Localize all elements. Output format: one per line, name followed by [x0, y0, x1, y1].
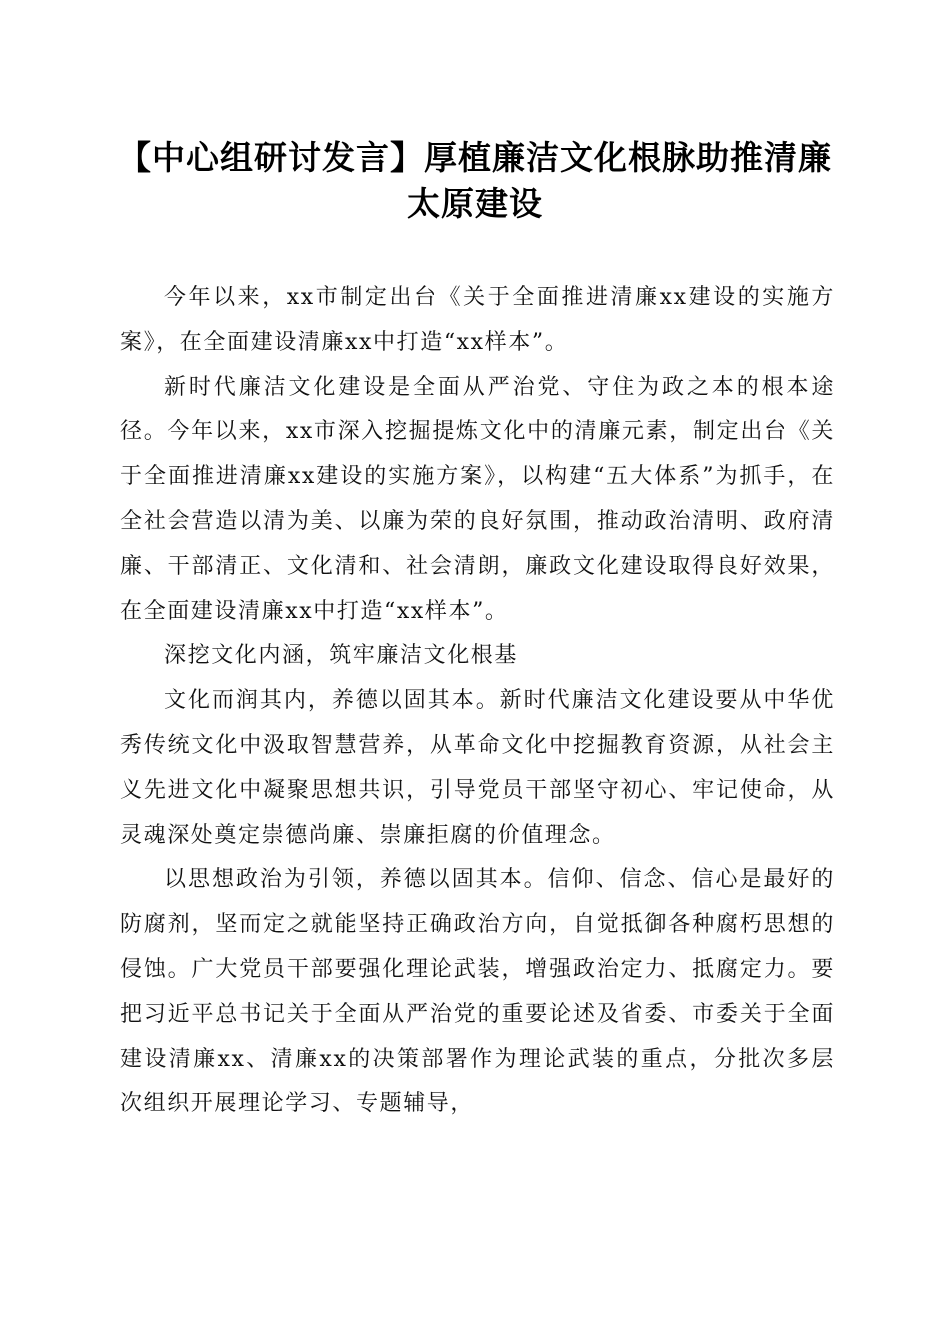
paragraph-ideology: 以思想政治为引领，养德以固其本。信仰、信念、信心是最好的防腐剂，坚而定之就能坚持正确政治方向，自觉抵御各种腐朽思想的侵蚀。广大党员干部要强化理论武装，增强政治定力、抵腐定力。要把习近平总书记关于全面从严治党的重要论述及省委、市委关于全面建设清廉xx、清廉xx的决策部署作为理论武装的重点，分批次多层次组织开展理论学习、专题辅导，: [120, 867, 835, 1117]
document-body: [120, 276, 835, 1127]
document-title: 【中心组研讨发言】厚植廉洁文化根脉助推清廉太原建设: [118, 138, 832, 223]
section-heading: 深挖文化内涵，筑牢廉洁文化根基: [164, 643, 519, 669]
paragraph-intro: 今年以来，xx市制定出台《关于全面推进清廉xx建设的实施方案》，在全面建设清廉xx中打造“xx样本”。: [120, 285, 835, 355]
paragraph-culture: 文化而润其内，养德以固其本。新时代廉洁文化建设要从中华优秀传统文化中汲取智慧营养，从革命文化中挖掘教育资源，从社会主义先进文化中凝聚思想共识，引导党员干部坚守初心、牢记使命，从灵魂深处奠定崇德尚廉、崇廉拒腐的价值理念。: [120, 688, 835, 848]
paragraph-overview: 新时代廉洁文化建设是全面从严治党、守住为政之本的根本途径。今年以来，xx市深入挖掘提炼文化中的清廉元素，制定出台《关于全面推进清廉xx建设的实施方案》，以构建“五大体系”为抓手，在全社会营造以清为美、以廉为荣的良好氛围，推动政治清明、政府清廉、干部清正、文化清和、社会清朗，廉政文化建设取得良好效果，在全面建设清廉xx中打造“xx样本”。: [120, 374, 835, 624]
